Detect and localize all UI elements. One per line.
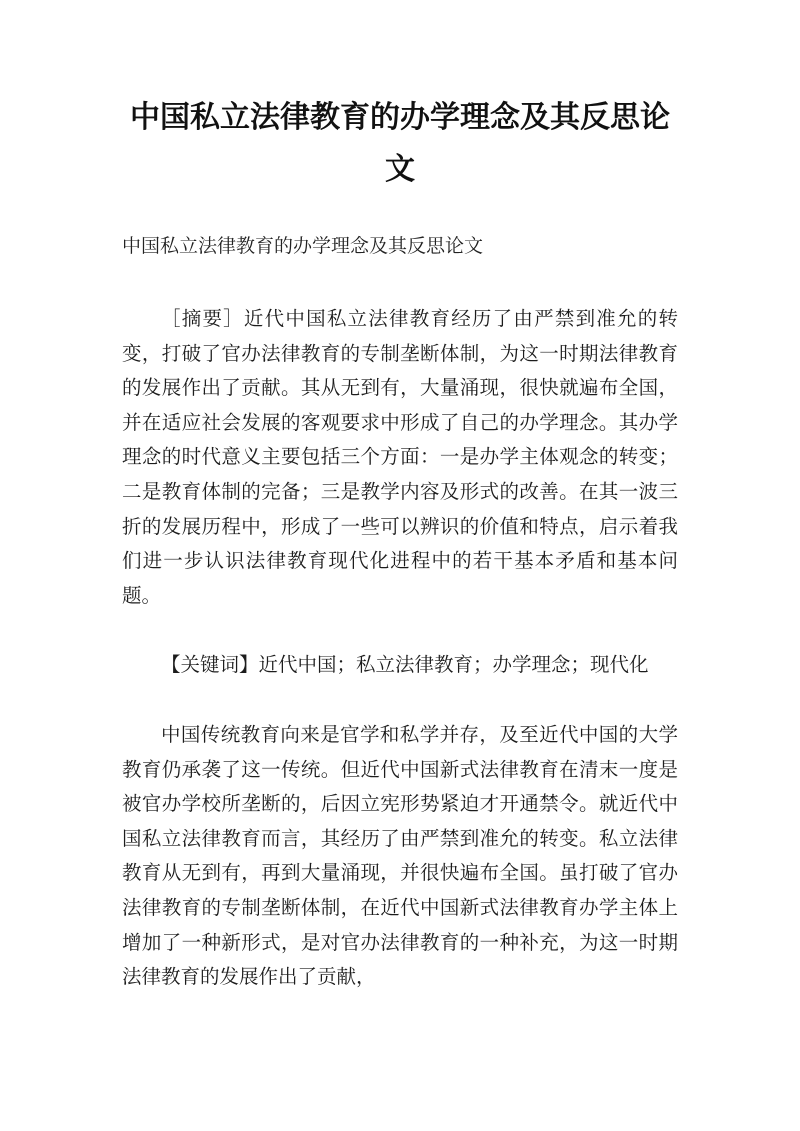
- body-paragraph-1: 中国传统教育向来是官学和私学并存，及至近代中国的大学教育仍承袭了这一传统。但近代中国新式法律教育在清末一度是被官办学校所垄断的，后因立宪形势紧迫才开通禁令。就近代中国私立法律教育而言，其经历了由严禁到准允的转变。私立法律教育从无到有，再到大量涌现，并很快遍布全国。虽打破了官办法律教育的专制垄断体制，在近代中国新式法律教育办学主体上增加了一种新形式，是对官办法律教育的一种补充，为这一时期法律教育的发展作出了贡献，: [122, 723, 678, 989]
- abstract-paragraph: ［摘要］近代中国私立法律教育经历了由严禁到准允的转变，打破了官办法律教育的专制垄断体制，为这一时期法律教育的发展作出了贡献。其从无到有，大量涌现，很快就遍布全国，并在适应社会发展的客观要求中形成了自己的办学理念。其办学理念的时代意义主要包括三个方面：一是办学主体观念的转变；二是教育体制的完备；三是教学内容及形式的改善。在其一波三折的发展历程中，形成了一些可以辨识的价值和特点，启示着我们进一步认识法律教育现代化进程中的若干基本矛盾和基本问题。: [122, 307, 678, 607]
- keywords-paragraph: 【关键词】近代中国；私立法律教育；办学理念；现代化: [161, 653, 649, 676]
- document-subtitle: 中国私立法律教育的办学理念及其反思论文: [122, 235, 484, 257]
- document-title: 中国私立法律教育的办学理念及其反思论文: [130, 100, 670, 187]
